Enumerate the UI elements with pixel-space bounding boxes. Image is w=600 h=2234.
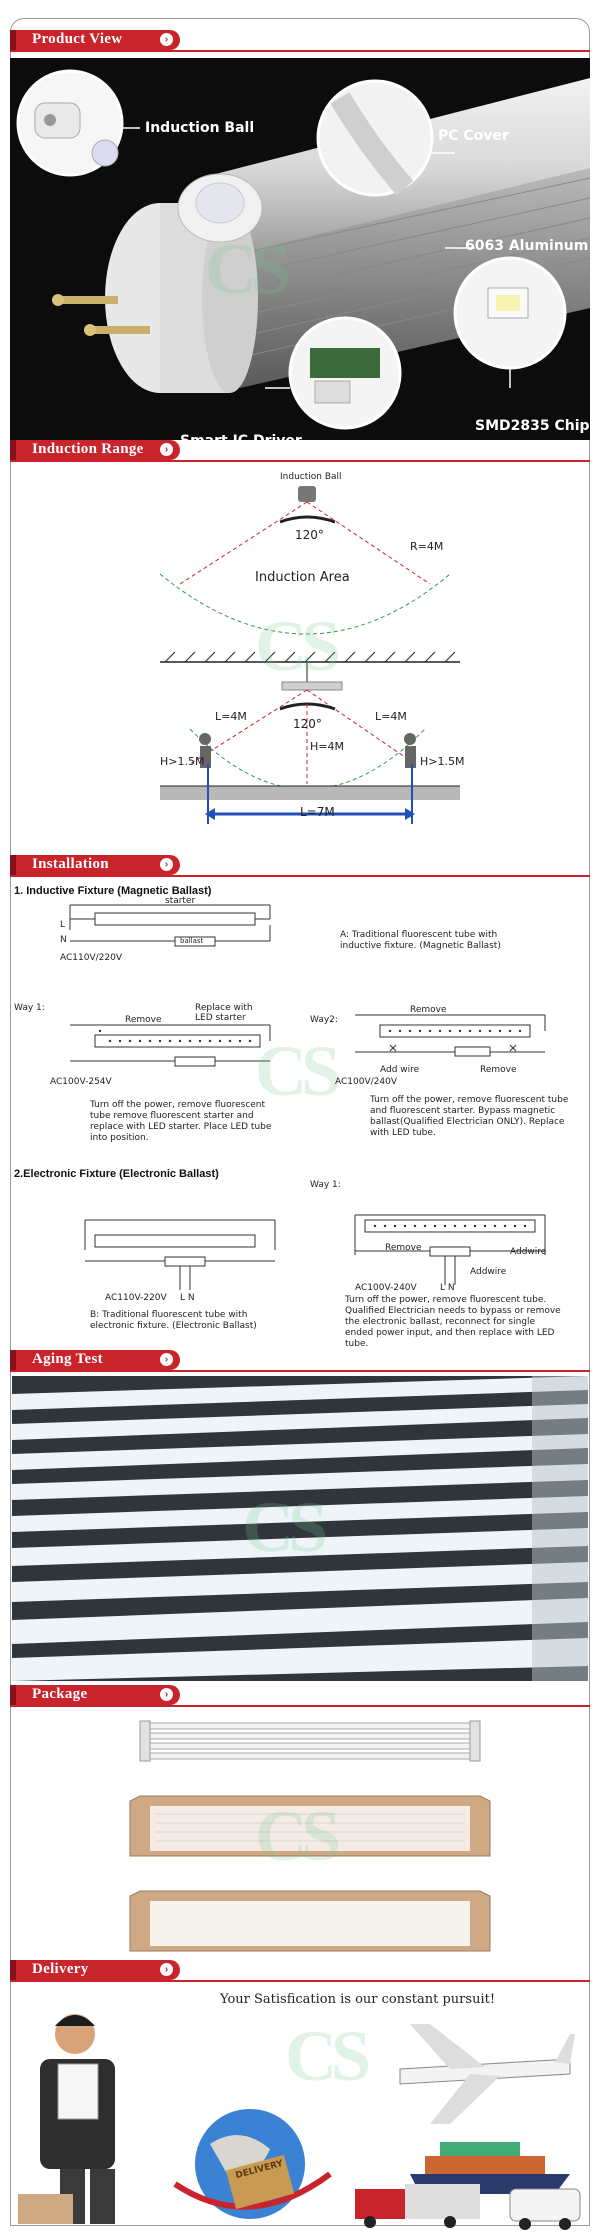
h-left: H>1.5M [160,755,205,768]
arrow-icon: › [160,1353,173,1366]
ac-a: AC110V/220V [60,953,122,963]
watermark: CS [255,606,336,686]
way2-note: Turn off the power, remove fluorescent tube and fluorescent starter. Bypass magnetic ballast(Qualified Electrician ONLY). Replace with LED tube. [370,1095,569,1138]
way2-remove: Remove [410,1005,447,1015]
ac-c: AC100V-240V [355,1283,417,1293]
section-header-package [10,1685,590,1709]
watermark: CS [205,229,286,309]
way1-label: Way 1: [14,1003,45,1013]
starter-label: starter [165,896,196,906]
section-header-aging-test [10,1350,590,1374]
section-title: Delivery [32,1961,89,1977]
delivery-slogan: Your Satisfication is our constant pursuit! [220,1992,496,2007]
induction-area-label: Induction Area [255,570,350,585]
section-title: Package [32,1686,88,1702]
section-header-delivery [10,1960,590,1984]
watermark: CS [255,1031,336,1111]
label-ic-driver: Smart IC Driver [180,433,302,449]
way2-remove2: Remove [480,1065,517,1075]
h-right: H>1.5M [420,755,465,768]
watermark: CS [285,2016,366,2096]
ln-b: L N [180,1293,195,1303]
width-label: L=7M [300,805,335,819]
section-title: Installation [32,856,109,872]
section-header-product-view [10,30,590,54]
watermark: CS [242,1487,323,1567]
way1b-label: Way 1: [310,1180,341,1190]
delivery-box-label: DELIVERY [234,2158,285,2182]
note-c: Turn off the power, remove fluorescent tube. Qualified Electrician needs to bypass or remove the electronic ballast, reconnect for single ended power input, and then replace with LED tube. [345,1295,561,1349]
installation-section [10,855,590,1350]
way2-label: Way2: [310,1015,338,1025]
ln-c: L N [440,1283,455,1293]
way1-note: Turn off the power, remove fluorescent tube remove fluorescent starter and replace with LED starter. Place LED tube into position. [90,1100,272,1143]
addwire-b2: Addwire [510,1247,547,1257]
l-label: L [60,920,66,930]
ballast-label: ballast [180,937,204,945]
angle-bottom: 120° [293,717,322,731]
n-label: N [60,935,67,945]
label-smd-chip: SMD2835 Chip [475,418,590,434]
remove-b: Remove [385,1243,422,1253]
induction-range-section [10,440,590,860]
arrow-icon: › [160,443,173,456]
arrow-icon: › [160,1688,173,1701]
section-header-induction-range [10,440,590,464]
electronic-title: 2.Electronic Fixture (Electronic Ballast) [14,1168,219,1180]
height-label: H=4M [310,740,344,753]
aging-test-photo [12,1376,588,1681]
ac-b: AC110V-220V [105,1293,167,1303]
left-radius: L=4M [215,710,247,723]
aging-test-section [10,1350,590,1685]
section-title: Aging Test [32,1351,103,1367]
note-a: A: Traditional fluorescent tube with inductive fixture. (Magnetic Ballast) [340,930,501,951]
package-section [10,1685,590,1965]
angle-top: 120° [295,528,324,542]
arrow-icon: › [160,1963,173,1976]
way2-add: Add wire [380,1065,420,1075]
way1-ac: AC100V-254V [50,1077,112,1087]
watermark: CS [255,1796,336,1876]
note-b: B: Traditional fluorescent tube with electronic fixture. (Electronic Ballast) [90,1310,257,1331]
arrow-icon: › [160,858,173,871]
delivery-section [10,1960,590,2230]
way2-ac: AC100V/240V [335,1077,397,1087]
section-title: Product View [32,31,123,47]
inductive-title: 1. Inductive Fixture (Magnetic Ballast) [14,885,212,897]
arrow-icon: › [160,33,173,46]
way1-remove: Remove [125,1015,162,1025]
section-header-installation [10,855,590,879]
induction-ball-label: Induction Ball [280,472,342,482]
label-induction-ball: Induction Ball [145,120,255,136]
section-title: Induction Range [32,441,144,457]
way1-replace: Replace with LED starter [195,1003,253,1023]
label-pc-cover: PC Cover [438,128,509,144]
addwire-b: Addwire [470,1267,507,1277]
radius-label: R=4M [410,540,444,553]
label-aluminum: 6063 Aluminum [465,238,589,254]
right-radius: L=4M [375,710,407,723]
